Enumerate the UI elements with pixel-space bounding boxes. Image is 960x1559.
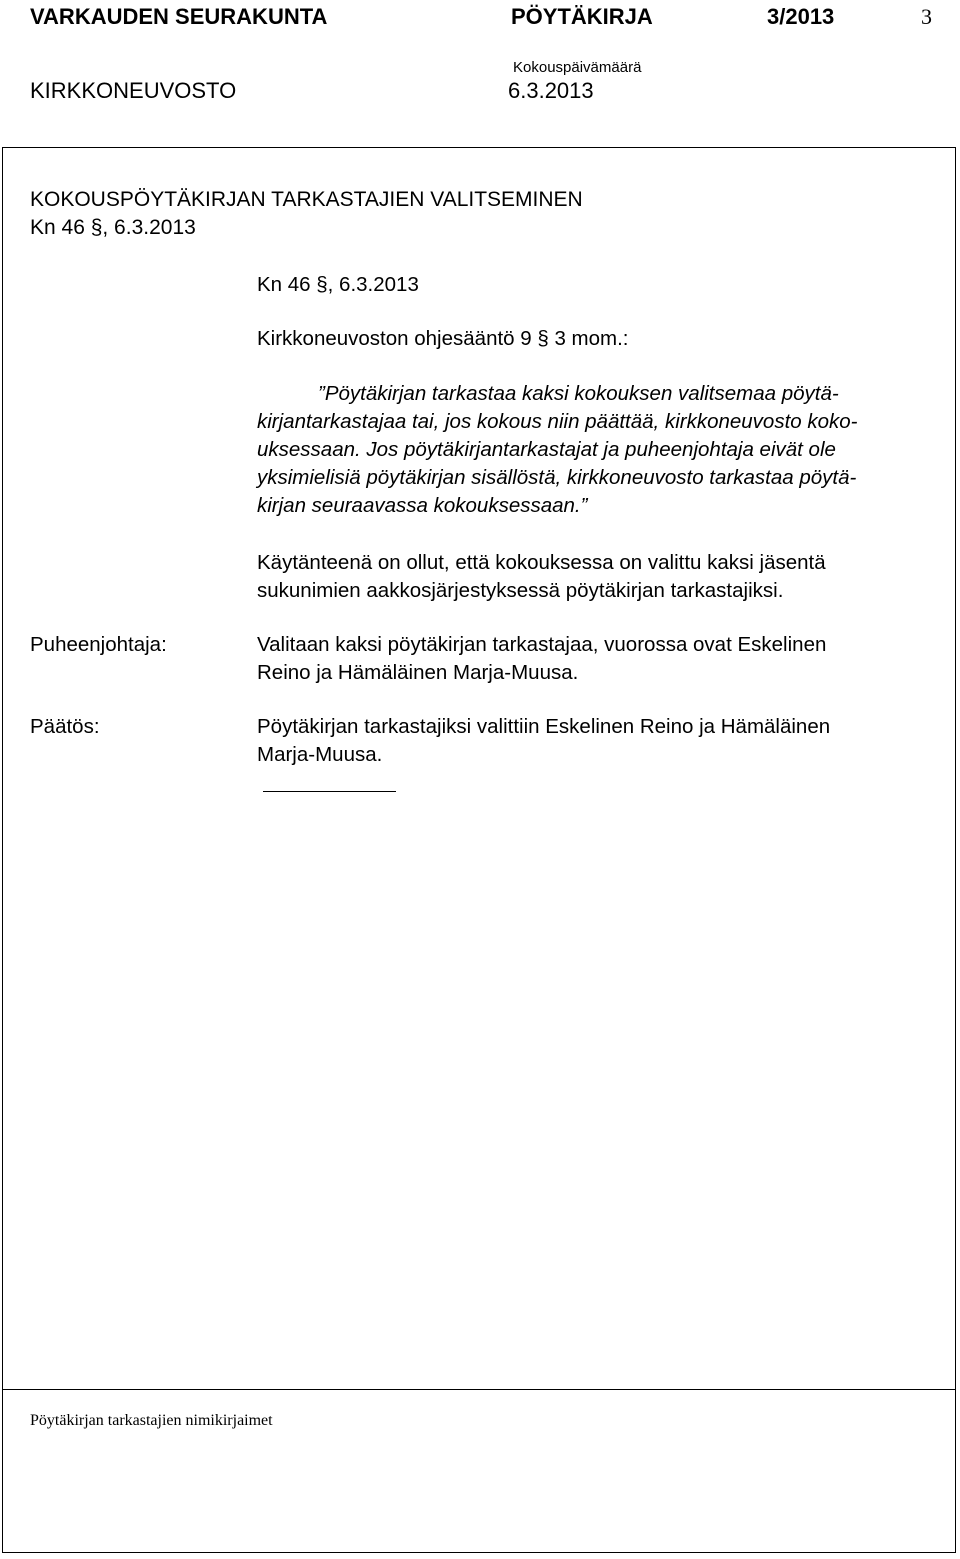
section-title: KOKOUSPÖYTÄKIRJAN TARKASTAJIEN VALITSEMINEN	[30, 188, 583, 211]
chair-proposal	[257, 631, 826, 687]
chair-label: Puheenjohtaja:	[30, 633, 167, 656]
decision-line: Pöytäkirjan tarkastajiksi valittiin Eskelinen Reino ja Hämäläinen	[257, 715, 831, 738]
body-name: KIRKKONEUVOSTO	[30, 78, 237, 103]
page-number: 3	[921, 4, 932, 29]
chair-line: Valitaan kaksi pöytäkirjan tarkastajaa, vuorossa ovat Eskelinen	[257, 633, 827, 656]
signatures-label: Pöytäkirjan tarkastajien nimikirjaimet	[30, 1412, 273, 1429]
rule-reference: Kirkkoneuvoston ohjesääntö 9 § 3 mom.:	[257, 327, 629, 350]
section-end-rule	[263, 791, 396, 792]
date-label: Kokouspäivämäärä	[513, 59, 642, 76]
practice-line: sukunimien aakkosjärjestyksessä pöytäkirjan tarkastajiksi.	[257, 579, 784, 602]
rule-quote	[257, 380, 858, 520]
practice-line: Käytänteenä on ollut, että kokouksessa on valittu kaksi jäsentä	[257, 551, 826, 574]
quote-line: ”Pöytäkirjan tarkastaa kaksi kokouksen valitsemaa pöytä-	[318, 382, 839, 405]
organization-name: VARKAUDEN SEURAKUNTA	[30, 4, 328, 29]
meeting-date: 6.3.2013	[508, 78, 594, 103]
quote-line: kirjan seuraavassa kokouksessaan.”	[257, 494, 588, 517]
section-reference-repeat: Kn 46 §, 6.3.2013	[257, 273, 419, 296]
document-type: PÖYTÄKIRJA	[511, 4, 653, 29]
quote-line: kirjantarkastajaa tai, jos kokous niin päättää, kirkkoneuvosto koko-	[257, 410, 858, 433]
footer-divider	[2, 1389, 956, 1390]
document-number: 3/2013	[767, 4, 835, 29]
quote-line: uksessaan. Jos pöytäkirjantarkastajat ja puheenjohtaja eivät ole	[257, 438, 836, 461]
quote-line: yksimielisiä pöytäkirjan sisällöstä, kirkkoneuvosto tarkastaa pöytä-	[257, 466, 857, 489]
decision-text	[257, 713, 830, 769]
section-reference: Kn 46 §, 6.3.2013	[30, 216, 196, 239]
page-frame	[2, 147, 956, 1553]
decision-label: Päätös:	[30, 715, 100, 738]
practice-paragraph	[257, 549, 826, 605]
chair-line: Reino ja Hämäläinen Marja-Muusa.	[257, 661, 579, 684]
decision-line: Marja-Muusa.	[257, 743, 383, 766]
